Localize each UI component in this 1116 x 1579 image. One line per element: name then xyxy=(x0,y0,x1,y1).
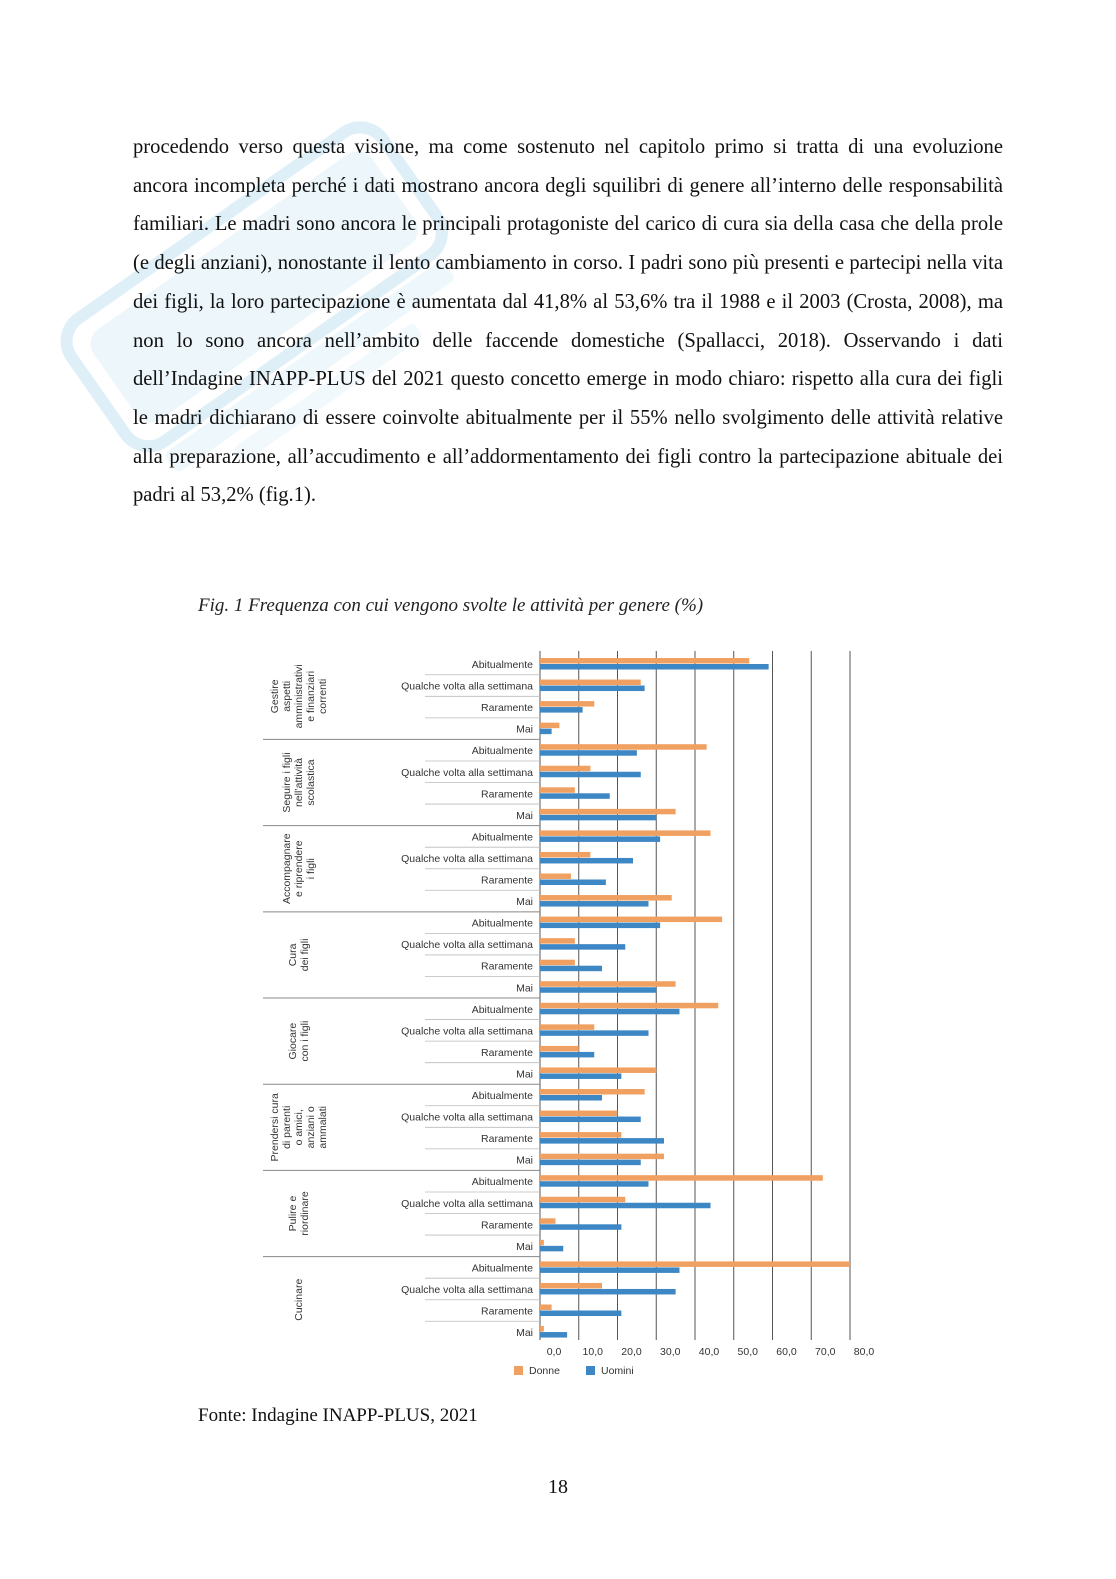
x-tick-label: 80,0 xyxy=(853,1346,875,1358)
bar-donne xyxy=(540,852,590,858)
frequency-label: Qualche volta alla settimana xyxy=(401,766,533,779)
bar-donne xyxy=(540,1067,656,1073)
bar-uomini xyxy=(540,1052,594,1058)
bar-donne xyxy=(540,1326,544,1332)
x-tick-label: 10,0 xyxy=(582,1346,603,1358)
bar-donne xyxy=(540,1261,850,1267)
bar-donne xyxy=(540,723,559,729)
frequency-label: Abitualmente xyxy=(471,659,533,671)
frequency-label: Mai xyxy=(516,982,533,995)
bar-donne xyxy=(540,830,711,836)
bar-uomini xyxy=(540,1117,641,1123)
x-tick-label: 0,0 xyxy=(546,1346,562,1358)
frequency-label: Mai xyxy=(516,896,533,909)
group-label: Giocare xyxy=(287,1022,299,1060)
bar-donne xyxy=(540,1197,625,1203)
frequency-label: Qualche volta alla settimana xyxy=(401,1283,533,1296)
bar-uomini xyxy=(540,1030,649,1036)
bar-uomini xyxy=(540,1246,563,1252)
bar-donne xyxy=(540,1132,621,1138)
bar-donne xyxy=(540,1240,544,1246)
bar-uomini xyxy=(540,966,602,972)
group-label: anziani o xyxy=(305,1106,317,1149)
group-label: Seguire i figli xyxy=(281,752,293,813)
bar-uomini xyxy=(540,1073,621,1079)
group-label: o amici, xyxy=(293,1109,305,1146)
bar-donne xyxy=(540,981,676,987)
group-label: di parenti xyxy=(281,1105,293,1149)
group-label: e finanziari xyxy=(305,670,317,722)
group-label: amministrativi xyxy=(293,664,305,729)
bar-donne xyxy=(540,787,575,793)
frequency-label: Mai xyxy=(516,723,533,736)
group-label: Accompagnare xyxy=(281,833,293,905)
frequency-label: Raramente xyxy=(481,960,533,973)
bar-uomini xyxy=(540,1009,680,1015)
group-label: nell’attività xyxy=(293,758,305,808)
legend-label-uomini: Uomini xyxy=(601,1365,634,1377)
bar-uomini xyxy=(540,880,606,886)
group-label: aspetti xyxy=(281,680,293,712)
frequency-label: Raramente xyxy=(481,788,533,801)
bar-uomini xyxy=(540,686,645,692)
bar-uomini xyxy=(540,1332,567,1338)
bar-uomini xyxy=(540,858,633,864)
bar-donne xyxy=(540,701,594,707)
x-tick-label: 30,0 xyxy=(660,1346,681,1358)
x-tick-label: 40,0 xyxy=(698,1346,720,1358)
bar-uomini xyxy=(540,987,656,993)
bar-donne xyxy=(540,1283,602,1289)
bar-donne xyxy=(540,1111,618,1117)
frequency-label: Mai xyxy=(516,1154,533,1167)
bar-donne xyxy=(540,1154,664,1160)
group-label: ammalati xyxy=(317,1106,329,1149)
group-label: Cucinare xyxy=(293,1278,305,1321)
bar-donne xyxy=(540,658,749,664)
frequency-label: Qualche volta alla settimana xyxy=(401,852,533,865)
frequency-label: Abitualmente xyxy=(471,831,533,844)
bar-donne xyxy=(540,680,641,686)
bar-donne xyxy=(540,1024,594,1030)
frequency-label: Mai xyxy=(516,1068,533,1081)
group-label: correnti xyxy=(317,678,329,714)
figure-caption: Fig. 1 Frequenza con cui vengono svolte le attività per genere (%) xyxy=(198,595,704,616)
frequency-label: Abitualmente xyxy=(471,1003,533,1016)
bar-donne xyxy=(540,1218,556,1224)
frequency-label: Mai xyxy=(516,809,533,822)
bar-uomini xyxy=(540,1095,602,1101)
bar-donne xyxy=(540,874,571,880)
bar-donne xyxy=(540,744,707,750)
group-label: e riprendere xyxy=(293,840,305,898)
bar-donne xyxy=(540,1175,823,1181)
bar-uomini xyxy=(540,772,641,778)
frequency-label: Abitualmente xyxy=(471,1262,533,1275)
group-label: Pulire e xyxy=(287,1195,299,1232)
frequency-label: Raramente xyxy=(481,1305,533,1318)
bar-uomini xyxy=(540,923,660,929)
bar-uomini xyxy=(540,793,610,799)
group-label: dei figli xyxy=(299,938,311,972)
frequency-label: Raramente xyxy=(481,702,533,715)
bar-uomini xyxy=(540,1138,664,1144)
bar-uomini xyxy=(540,836,660,842)
legend-swatch-donne xyxy=(514,1366,523,1375)
frequency-label: Abitualmente xyxy=(471,1176,533,1189)
x-tick-label: 60,0 xyxy=(776,1346,797,1358)
page-number: 18 xyxy=(548,1476,568,1498)
bar-uomini xyxy=(540,1181,649,1187)
bar-donne xyxy=(540,960,575,966)
bar-uomini xyxy=(540,815,656,821)
bar-uomini xyxy=(540,664,769,670)
bar-donne xyxy=(540,1003,718,1009)
frequency-label: Abitualmente xyxy=(471,1090,533,1102)
group-label: con i figli xyxy=(299,1020,311,1062)
bar-uomini xyxy=(540,750,637,756)
group-label: riordinare xyxy=(299,1191,311,1236)
frequency-label: Qualche volta alla settimana xyxy=(401,939,533,952)
bar-uomini xyxy=(540,729,552,735)
bar-uomini xyxy=(540,707,583,713)
bar-uomini xyxy=(540,1160,641,1166)
frequency-label: Mai xyxy=(516,1327,533,1340)
body-paragraph: procedendo verso questa visione, ma come sostenuto nel capitolo primo si tratta di una evoluzione ancora incompleta perché i dati mostrano ancora degli squilibri di genere all’interno delle responsabilità familiari. Le madri sono ancora le principali protagoniste del carico di cura sia della casa che della prole (e degli anziani), nonostante il lento cambiamento in corso. I padri sono più presenti e partecipi nella vita dei figli, la loro partecipazione è aumentata dal 41,8% al 53,6% tra il 1988 e il 2003 (Crosta, 2008), ma non lo sono ancora nell’ambito delle faccende domestiche (Spallacci, 2018). Osservando i dati dell’Indagine INAPP-PLUS del 2021 questo concetto emerge in modo chiaro: rispetto alla cura dei figli le madri dichiarano di essere coinvolte abitualmente per il 55% nello svolgimento delle attività relative alla preparazione, all’accudimento e all’addormentamento dei figli contro la partecipazione abituale dei padri al 53,2% (fig.1). xyxy=(133,136,1003,507)
frequency-label: Abitualmente xyxy=(471,745,533,758)
bar-uomini xyxy=(540,1224,621,1230)
legend-label-donne: Donne xyxy=(529,1365,560,1377)
x-tick-label: 70,0 xyxy=(815,1346,836,1358)
bar-donne xyxy=(540,1305,552,1311)
bar-donne xyxy=(540,1089,645,1095)
group-label: scolastica xyxy=(305,759,317,806)
bar-donne xyxy=(540,895,672,901)
x-tick-label: 50,0 xyxy=(737,1346,758,1358)
group-label: Prendersi cura xyxy=(269,1093,281,1162)
frequency-label: Qualche volta alla settimana xyxy=(401,680,533,693)
figure-source: Fonte: Indagine INAPP-PLUS, 2021 xyxy=(198,1405,478,1426)
frequency-label: Qualche volta alla settimana xyxy=(401,1197,533,1210)
frequency-label: Raramente xyxy=(481,1046,533,1059)
frequency-label: Qualche volta alla settimana xyxy=(401,1025,533,1038)
group-label: Gestire xyxy=(269,679,281,714)
frequency-label: Mai xyxy=(516,1240,533,1253)
bar-donne xyxy=(540,809,676,815)
bar-donne xyxy=(540,1046,579,1052)
frequency-label: Qualche volta alla settimana xyxy=(401,1111,533,1124)
bar-uomini xyxy=(540,1203,711,1209)
frequency-label: Raramente xyxy=(481,1219,533,1232)
bar-uomini xyxy=(540,901,649,907)
frequency-label: Abitualmente xyxy=(471,917,533,930)
bar-donne xyxy=(540,938,575,944)
frequency-label: Raramente xyxy=(481,1133,533,1146)
legend-swatch-uomini xyxy=(586,1366,595,1375)
frequency-label: Raramente xyxy=(481,874,533,887)
bar-donne xyxy=(540,766,590,772)
bar-uomini xyxy=(540,1311,621,1317)
bar-uomini xyxy=(540,1267,680,1273)
group-label: Cura xyxy=(287,943,299,967)
bar-uomini xyxy=(540,1289,676,1295)
bar-donne xyxy=(540,917,722,923)
x-tick-label: 20,0 xyxy=(621,1346,642,1358)
group-label: i figli xyxy=(305,858,317,880)
bar-uomini xyxy=(540,944,625,950)
